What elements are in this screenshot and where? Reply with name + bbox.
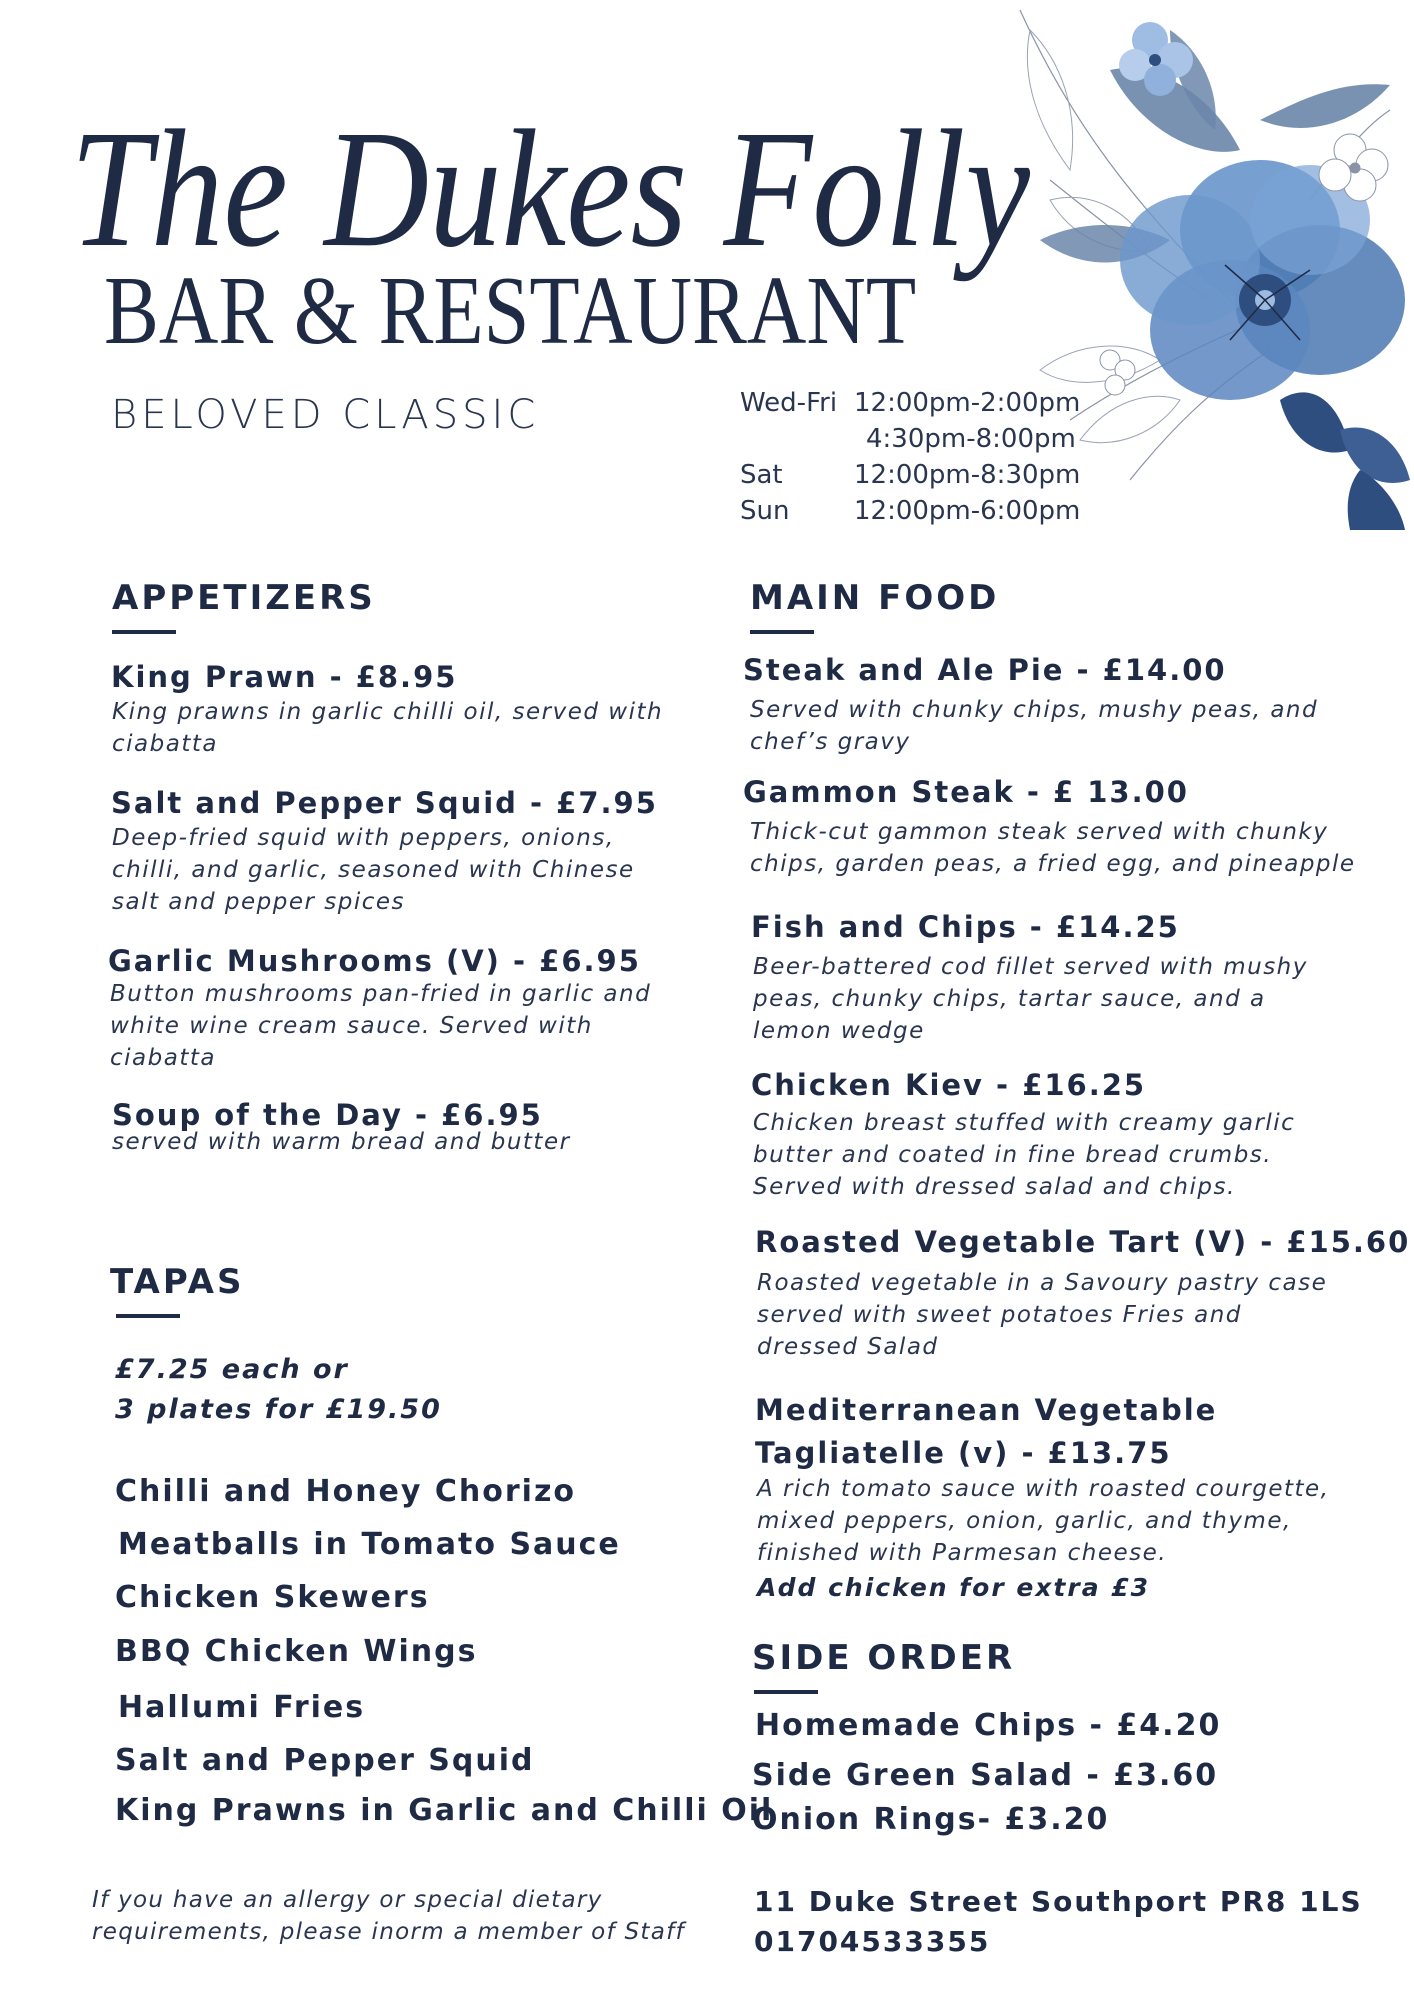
appetizers-title: APPETIZERS	[112, 578, 376, 618]
tagline: BELOVED CLASSIC	[111, 392, 540, 438]
tapas-item: Chilli and Honey Chorizo	[115, 1474, 577, 1509]
appetizer-name: King Prawn - £8.95	[111, 660, 458, 694]
appetizer-desc: King prawns in garlic chilli oil, served with ciabatta	[112, 699, 664, 757]
appetizer-desc: Deep-fried squid with peppers, onions, chilli, and garlic, seasoned with Chinese salt and pepper spices	[112, 825, 635, 915]
tapas-item: Meatballs in Tomato Sauce	[118, 1527, 621, 1562]
flower-illustration	[1010, 0, 1414, 530]
restaurant-phone: 01704533355	[754, 1925, 991, 1958]
brand-script-text: The Dukes Folly	[70, 96, 1031, 282]
tapas-price-line: £7.25 each or	[115, 1354, 349, 1385]
main-item-name: Fish and Chips - £14.25	[751, 910, 1180, 944]
main-item-desc: Chicken breast stuffed with creamy garlic butter and coated in fine bread crumbs. Served with dressed salad and chips.	[753, 1110, 1296, 1200]
hours-day: Sun	[740, 496, 790, 526]
tapas-rule	[116, 1314, 180, 1318]
side-order-rule	[754, 1690, 818, 1694]
main-item-name: Roasted Vegetable Tart (V) - £15.60	[755, 1225, 1411, 1259]
tapas-price-line: 3 plates for £19.50	[115, 1394, 442, 1425]
main-item-desc: Roasted vegetable in a Savoury pastry case served with sweet potatoes Fries and dressed Salad	[757, 1270, 1328, 1360]
hours-day: Sat	[740, 460, 783, 490]
hours-day	[740, 421, 854, 457]
hours-time: 12:00pm-2:00pm	[854, 388, 1081, 418]
side-order-item: Homemade Chips - £4.20	[755, 1708, 1222, 1743]
appetizer-desc: served with warm bread and butter	[112, 1129, 571, 1155]
tapas-title: TAPAS	[110, 1262, 245, 1302]
tapas-item: BBQ Chicken Wings	[115, 1634, 478, 1669]
main-item-desc: Thick-cut gammon steak served with chunky chips, garden peas, a fried egg, and pineapple	[750, 819, 1356, 877]
tapas-item: King Prawns in Garlic and Chilli Oil	[115, 1793, 774, 1828]
appetizers-rule	[112, 630, 176, 634]
hours-day: Wed-Fri	[740, 388, 838, 418]
main-item-name: Steak and Ale Pie - £14.00	[743, 653, 1227, 687]
hours-time: 12:00pm-8:30pm	[854, 460, 1081, 490]
flower-illustration-svg	[1010, 0, 1414, 530]
brand-subtitle: BAR & RESTAURANT	[104, 257, 917, 365]
appetizer-desc: Button mushrooms pan-fried in garlic and white wine cream sauce. Served with ciabatta	[110, 981, 652, 1071]
appetizer-name: Garlic Mushrooms (V) - £6.95	[108, 944, 641, 978]
tapas-item: Salt and Pepper Squid	[115, 1743, 535, 1778]
main-food-title: MAIN FOOD	[750, 578, 1000, 618]
appetizer-name: Soup of the Day - £6.95	[112, 1098, 543, 1132]
allergy-note: If you have an allergy or special dietary requirements, please inorm a member of Staff	[92, 1887, 685, 1945]
side-order-title: SIDE ORDER	[752, 1638, 1016, 1678]
side-order-item: Onion Rings- £3.20	[752, 1802, 1110, 1837]
tapas-item: Hallumi Fries	[118, 1690, 366, 1725]
hours-time: 4:30pm-8:00pm	[866, 424, 1076, 454]
restaurant-address: 11 Duke Street Southport PR8 1LS	[754, 1885, 1363, 1918]
main-item-name: Gammon Steak - £ 13.00	[743, 775, 1189, 809]
main-item-desc: Served with chunky chips, mushy peas, and chef’s gravy	[750, 697, 1319, 755]
main-food-rule	[750, 630, 814, 634]
hours-time: 12:00pm-6:00pm	[854, 496, 1081, 526]
side-order-item: Side Green Salad - £3.60	[752, 1758, 1219, 1793]
main-item-extra: Add chicken for extra £3	[757, 1573, 1151, 1602]
main-item-desc: Beer-battered cod fillet served with mushy peas, chunky chips, tartar sauce, and a lemon wedge	[753, 954, 1308, 1044]
main-item-name: Mediterranean Vegetable	[755, 1393, 1218, 1427]
tapas-item: Chicken Skewers	[115, 1580, 430, 1615]
main-item-desc: A rich tomato sauce with roasted courgette, mixed peppers, onion, garlic, and thyme, finished with Parmesan cheese.	[757, 1476, 1330, 1566]
appetizer-name: Salt and Pepper Squid - £7.95	[111, 786, 658, 820]
main-item-name: Chicken Kiev - £16.25	[751, 1068, 1147, 1102]
main-item-name: Tagliatelle (v) - £13.75	[755, 1436, 1172, 1470]
